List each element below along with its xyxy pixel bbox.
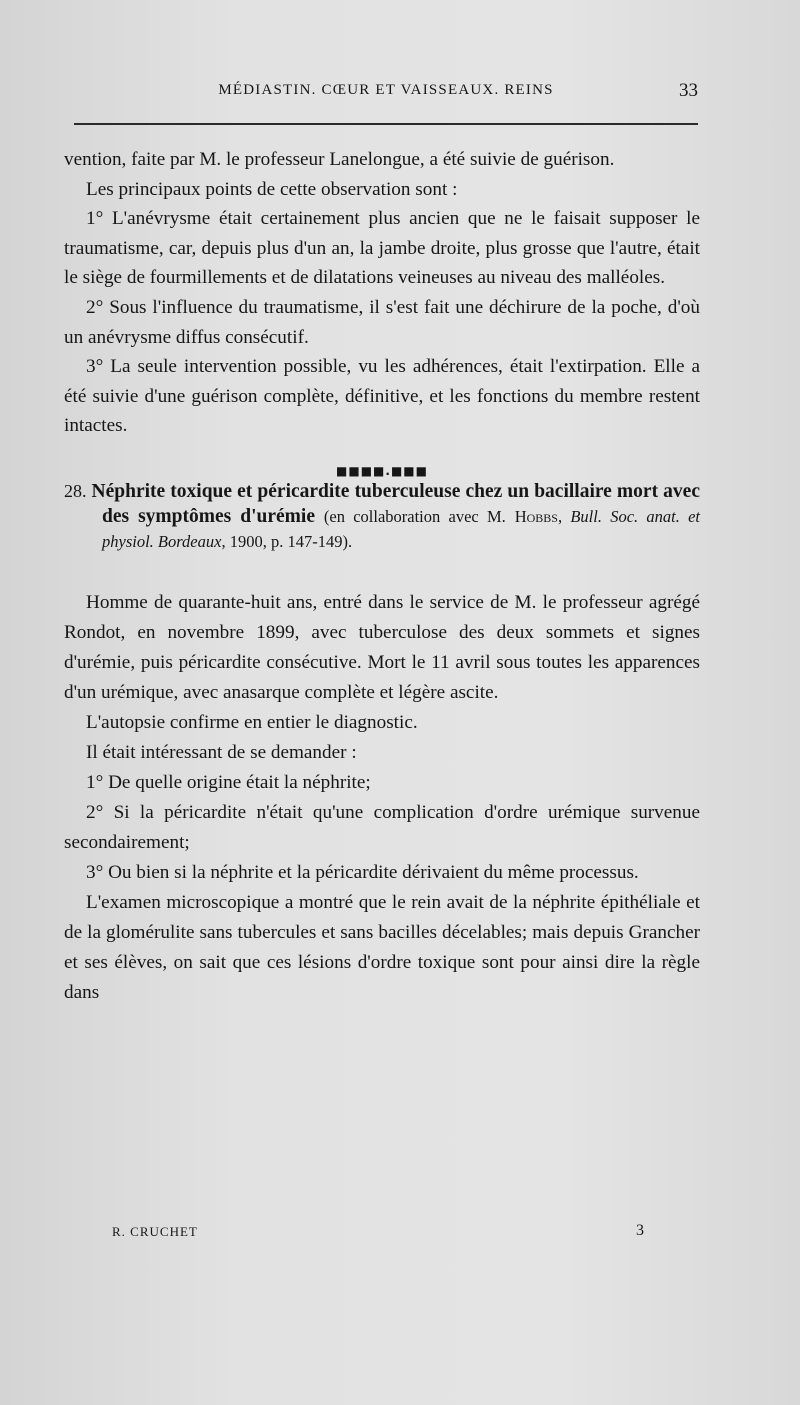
paragraph: 3° Ou bien si la néphrite et la péricardite dérivaient du même processus. [86,861,639,883]
paragraph: Les principaux points de cette observation sont : [86,178,458,200]
observation-conclusion [64,145,700,441]
header-rule [74,123,698,125]
entry-title: Néphrite toxique et péricardite tuberculeuse chez un bacillaire mort avec des symptômes d'urémie [91,480,700,527]
paragraph: L'examen microscopique a montré que le rein avait de la néphrite épithéliale et de la glomérulite sans tubercules et sans bacilles décelables; mais depuis Grancher et ses élèves, on sait que ces lésions d'ordre toxique sont pour ainsi dire la règle dans [64,891,700,1003]
paragraph: Homme de quarante-huit ans, entré dans le service de M. le professeur agrégé Rondot, en novembre 1899, avec tuberculose des deux sommets et signes d'urémie, puis péricardite consécutive. Mort le 11 avril sous toutes les apparences d'un urémique, avec anasarque complète et légère ascite. [64,591,700,703]
paragraph: 2° Sous l'influence du traumatisme, il s'est fait une déchirure de la poche, d'où un anévrysme diffus consécutif. [64,296,700,348]
entry-journal: Bull. Soc. anat. et physiol. Bordeaux [102,506,701,551]
footer-signature: R. CRUCHET [112,1224,198,1239]
sheet-number: 3 [636,1222,644,1239]
entry-tail: , 1900, p. 147-149). [221,531,353,551]
paragraph: L'autopsie confirme en entier le diagnostic. [86,711,418,733]
entry-collab: (en collaboration avec M. [323,506,506,526]
paragraph: vention, faite par M. le professeur Lanelongue, a été suivie de guérison. [64,149,615,170]
section-ornament: ■■■■.■■■ [336,463,428,478]
page-footer [112,1222,644,1244]
paragraph: 1° L'anévrysme était certainement plus ancien que ne le faisait supposer le traumatisme, car, depuis plus d'un an, la jambe droite, plus grosse que l'autre, était le siège de fourmillements et de dilatations veineuses au niveau des malléoles. [64,208,700,289]
page-body [64,145,700,1008]
entry-number: 28. [64,480,87,501]
paragraph: Il était intéressant de se demander : [86,741,357,763]
page-number: 33 [679,80,698,101]
paragraph: 1° De quelle origine était la néphrite; [86,771,371,793]
bibliography-entry: 28. Néphrite toxique et péricardite tuberculeuse chez un bacillaire mort avec des symptômes d'urémie (en collaboration avec M. Hobbs, Bull. Soc. anat. et physiol. Bordeaux, 1900, p. 147-149). [64,480,701,551]
entry-coauthor: Hobbs [514,506,558,526]
paragraph: 3° La seule intervention possible, vu les adhérences, était l'extirpation. Elle a été suivie d'une guérison complète, définitive, et les fonctions du membre restent intactes. [64,356,700,437]
case-description [64,588,700,1008]
running-head: MÉDIASTIN. CŒUR ET VAISSEAUX. REINS [218,82,554,98]
page-header [72,80,700,106]
paragraph: 2° Si la péricardite n'était qu'une complication d'ordre urémique survenue secondairement; [64,801,700,853]
